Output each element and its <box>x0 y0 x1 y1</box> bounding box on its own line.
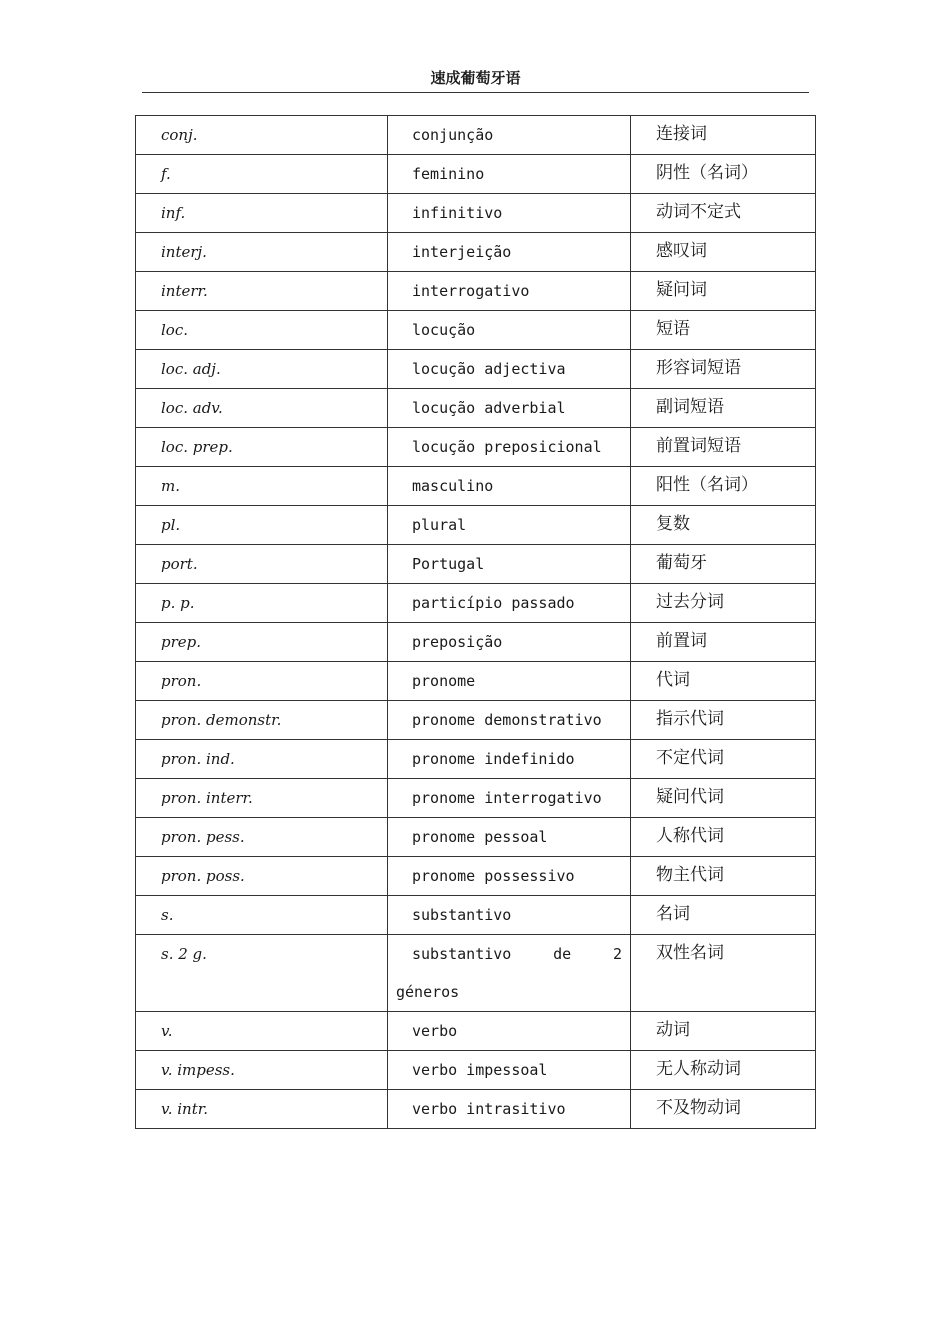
abbreviation-cell <box>136 740 388 779</box>
portuguese-term-text: plural <box>412 516 467 534</box>
chinese-meaning-text: 复数 <box>656 514 690 534</box>
portuguese-term-text: pronome demonstrativo <box>412 711 602 729</box>
portuguese-term-text: locução preposicional <box>412 438 602 456</box>
chinese-meaning-text: 副词短语 <box>656 397 724 417</box>
abbreviation-cell <box>136 896 388 935</box>
portuguese-term-cell <box>388 740 631 779</box>
abbreviation-cell <box>136 545 388 584</box>
portuguese-term-cell <box>388 1090 631 1129</box>
abbreviation-text: pron. pess. <box>161 828 245 846</box>
chinese-meaning-cell <box>631 545 816 584</box>
abbreviation-text: inf. <box>161 204 186 222</box>
chinese-meaning-text: 双性名词 <box>656 943 724 963</box>
portuguese-term-text: preposição <box>412 633 503 651</box>
abbreviation-cell <box>136 155 388 194</box>
portuguese-term-text: pronome pessoal <box>412 828 548 846</box>
abbreviation-cell <box>136 1051 388 1090</box>
abbreviation-text: s. 2 g. <box>161 945 207 963</box>
abbreviation-cell <box>136 857 388 896</box>
portuguese-term-cell <box>388 467 631 506</box>
table-row <box>136 350 816 389</box>
portuguese-term-cell <box>388 896 631 935</box>
chinese-meaning-text: 疑问代词 <box>656 787 724 807</box>
portuguese-term-cell <box>388 155 631 194</box>
chinese-meaning-cell <box>631 584 816 623</box>
chinese-meaning-cell <box>631 350 816 389</box>
chinese-meaning-cell <box>631 779 816 818</box>
abbreviation-cell <box>136 818 388 857</box>
portuguese-term-cell <box>388 857 631 896</box>
chinese-meaning-cell <box>631 116 816 155</box>
portuguese-term-cell <box>388 506 631 545</box>
portuguese-term-text: verbo impessoal <box>412 1061 548 1079</box>
chinese-meaning-text: 无人称动词 <box>656 1059 741 1079</box>
chinese-meaning-cell <box>631 1051 816 1090</box>
portuguese-term-text: pronome indefinido <box>412 750 575 768</box>
abbreviation-text: prep. <box>161 633 202 651</box>
chinese-meaning-text: 疑问词 <box>656 280 707 300</box>
portuguese-term-cell <box>388 1012 631 1051</box>
chinese-meaning-cell <box>631 428 816 467</box>
chinese-meaning-cell <box>631 1012 816 1051</box>
table-row <box>136 194 816 233</box>
chinese-meaning-text: 代词 <box>656 670 690 690</box>
chinese-meaning-cell <box>631 467 816 506</box>
chinese-meaning-cell <box>631 896 816 935</box>
table-row <box>136 1012 816 1051</box>
chinese-meaning-text: 名词 <box>656 904 690 924</box>
abbreviation-cell <box>136 194 388 233</box>
chinese-meaning-text: 形容词短语 <box>656 358 741 378</box>
chinese-meaning-text: 短语 <box>656 319 690 339</box>
portuguese-term-cell <box>388 389 631 428</box>
chinese-meaning-text: 阳性（名词） <box>656 475 758 495</box>
page-header <box>142 66 809 93</box>
abbreviation-text: v. impess. <box>161 1061 235 1079</box>
table-body <box>136 116 816 1129</box>
portuguese-term-text: verbo intrasitivo <box>412 1100 566 1118</box>
table-row <box>136 545 816 584</box>
chinese-meaning-cell <box>631 194 816 233</box>
portuguese-term-text: feminino <box>412 165 485 183</box>
abbreviation-cell <box>136 233 388 272</box>
abbreviation-text: pron. poss. <box>161 867 245 885</box>
chinese-meaning-text: 动词不定式 <box>656 202 741 222</box>
abbreviation-text: pron. interr. <box>161 789 253 807</box>
portuguese-term-cell <box>388 194 631 233</box>
chinese-meaning-cell <box>631 623 816 662</box>
table-row <box>136 428 816 467</box>
portuguese-term-cell <box>388 116 631 155</box>
table-row <box>136 857 816 896</box>
abbreviation-text: pron. demonstr. <box>161 711 282 729</box>
page-title: 速成葡萄牙语 <box>430 69 521 87</box>
abbreviation-cell <box>136 1012 388 1051</box>
portuguese-term-cell <box>388 311 631 350</box>
abbreviation-text: loc. adv. <box>161 399 223 417</box>
chinese-meaning-cell <box>631 233 816 272</box>
portuguese-term-text: Portugal <box>412 555 485 573</box>
abbreviation-text: s. <box>161 906 174 924</box>
abbreviation-text: interj. <box>161 243 207 261</box>
chinese-meaning-cell <box>631 155 816 194</box>
chinese-meaning-cell <box>631 701 816 740</box>
portuguese-term-text: substantivo <box>412 906 512 924</box>
table-row <box>136 701 816 740</box>
chinese-meaning-cell <box>631 935 816 1012</box>
portuguese-term-text: pronome interrogativo <box>412 789 602 807</box>
chinese-meaning-cell <box>631 506 816 545</box>
abbreviation-cell <box>136 272 388 311</box>
abbreviation-text: pron. ind. <box>161 750 235 768</box>
portuguese-term-cell <box>388 350 631 389</box>
abbreviation-text: loc. adj. <box>161 360 221 378</box>
portuguese-term-cell <box>388 935 631 1012</box>
table-row <box>136 740 816 779</box>
abbreviation-text: interr. <box>161 282 208 300</box>
chinese-meaning-text: 连接词 <box>656 124 707 144</box>
portuguese-term-cell <box>388 779 631 818</box>
portuguese-term-text: infinitivo <box>412 204 503 222</box>
table-row <box>136 779 816 818</box>
table-row <box>136 467 816 506</box>
chinese-meaning-cell <box>631 857 816 896</box>
abbreviation-text: conj. <box>161 126 198 144</box>
table-row <box>136 896 816 935</box>
chinese-meaning-cell <box>631 818 816 857</box>
table-row <box>136 311 816 350</box>
abbreviation-cell <box>136 935 388 1012</box>
portuguese-term-text: interjeição <box>412 243 512 261</box>
abbreviation-text: port. <box>161 555 198 573</box>
table-row <box>136 1051 816 1090</box>
abbreviation-cell <box>136 1090 388 1129</box>
chinese-meaning-text: 过去分词 <box>656 592 724 612</box>
abbreviation-cell <box>136 506 388 545</box>
portuguese-term-cell <box>388 428 631 467</box>
abbreviation-cell <box>136 662 388 701</box>
abbreviation-cell <box>136 350 388 389</box>
chinese-meaning-cell <box>631 389 816 428</box>
portuguese-term-text: locução adverbial <box>412 399 566 417</box>
chinese-meaning-text: 葡萄牙 <box>656 553 707 573</box>
abbreviation-cell <box>136 701 388 740</box>
portuguese-term-cell <box>388 545 631 584</box>
chinese-meaning-text: 阴性（名词） <box>656 163 758 183</box>
abbreviation-cell <box>136 428 388 467</box>
table-row <box>136 272 816 311</box>
table-row <box>136 818 816 857</box>
table-row <box>136 155 816 194</box>
abbreviation-text: v. <box>161 1022 173 1040</box>
table-row <box>136 116 816 155</box>
chinese-meaning-cell <box>631 311 816 350</box>
abbreviation-text: m. <box>161 477 180 495</box>
portuguese-term-text: substantivo de 2 géneros <box>396 945 622 1001</box>
portuguese-term-cell <box>388 1051 631 1090</box>
portuguese-term-text: interrogativo <box>412 282 530 300</box>
chinese-meaning-text: 人称代词 <box>656 826 724 846</box>
portuguese-term-cell <box>388 272 631 311</box>
abbreviation-table <box>135 115 816 1129</box>
chinese-meaning-text: 不定代词 <box>656 748 724 768</box>
table-row <box>136 623 816 662</box>
abbreviation-cell <box>136 623 388 662</box>
portuguese-term-cell <box>388 818 631 857</box>
portuguese-term-text: masculino <box>412 477 494 495</box>
abbreviation-cell <box>136 389 388 428</box>
portuguese-term-cell <box>388 701 631 740</box>
table-row <box>136 935 816 1012</box>
abbreviation-cell <box>136 779 388 818</box>
chinese-meaning-text: 感叹词 <box>656 241 707 261</box>
chinese-meaning-cell <box>631 272 816 311</box>
abbreviation-text: loc. prep. <box>161 438 233 456</box>
table-row <box>136 1090 816 1129</box>
chinese-meaning-text: 动词 <box>656 1020 690 1040</box>
portuguese-term-text: pronome possessivo <box>412 867 575 885</box>
portuguese-term-text: conjunção <box>412 126 494 144</box>
table-row <box>136 233 816 272</box>
abbreviation-cell <box>136 584 388 623</box>
abbreviation-text: pron. <box>161 672 202 690</box>
table-row <box>136 584 816 623</box>
abbreviation-text: v. intr. <box>161 1100 209 1118</box>
abbreviation-cell <box>136 116 388 155</box>
table-row <box>136 389 816 428</box>
chinese-meaning-text: 前置词 <box>656 631 707 651</box>
abbreviation-text: f. <box>161 165 171 183</box>
abbreviation-cell <box>136 467 388 506</box>
abbreviation-text: p. p. <box>161 594 195 612</box>
abbreviation-cell <box>136 311 388 350</box>
chinese-meaning-cell <box>631 1090 816 1129</box>
chinese-meaning-cell <box>631 662 816 701</box>
portuguese-term-cell <box>388 584 631 623</box>
table-row <box>136 662 816 701</box>
abbreviation-text: loc. <box>161 321 188 339</box>
portuguese-term-text: pronome <box>412 672 476 690</box>
chinese-meaning-text: 物主代词 <box>656 865 724 885</box>
chinese-meaning-cell <box>631 740 816 779</box>
portuguese-term-cell <box>388 623 631 662</box>
portuguese-term-text: particípio passado <box>412 594 575 612</box>
portuguese-term-text: verbo <box>412 1022 458 1040</box>
table-row <box>136 506 816 545</box>
portuguese-term-cell <box>388 662 631 701</box>
abbreviation-text: pl. <box>161 516 181 534</box>
chinese-meaning-text: 指示代词 <box>656 709 724 729</box>
portuguese-term-text: locução <box>412 321 476 339</box>
portuguese-term-text: locução adjectiva <box>412 360 566 378</box>
portuguese-term-cell <box>388 233 631 272</box>
chinese-meaning-text: 不及物动词 <box>656 1098 741 1118</box>
chinese-meaning-text: 前置词短语 <box>656 436 741 456</box>
